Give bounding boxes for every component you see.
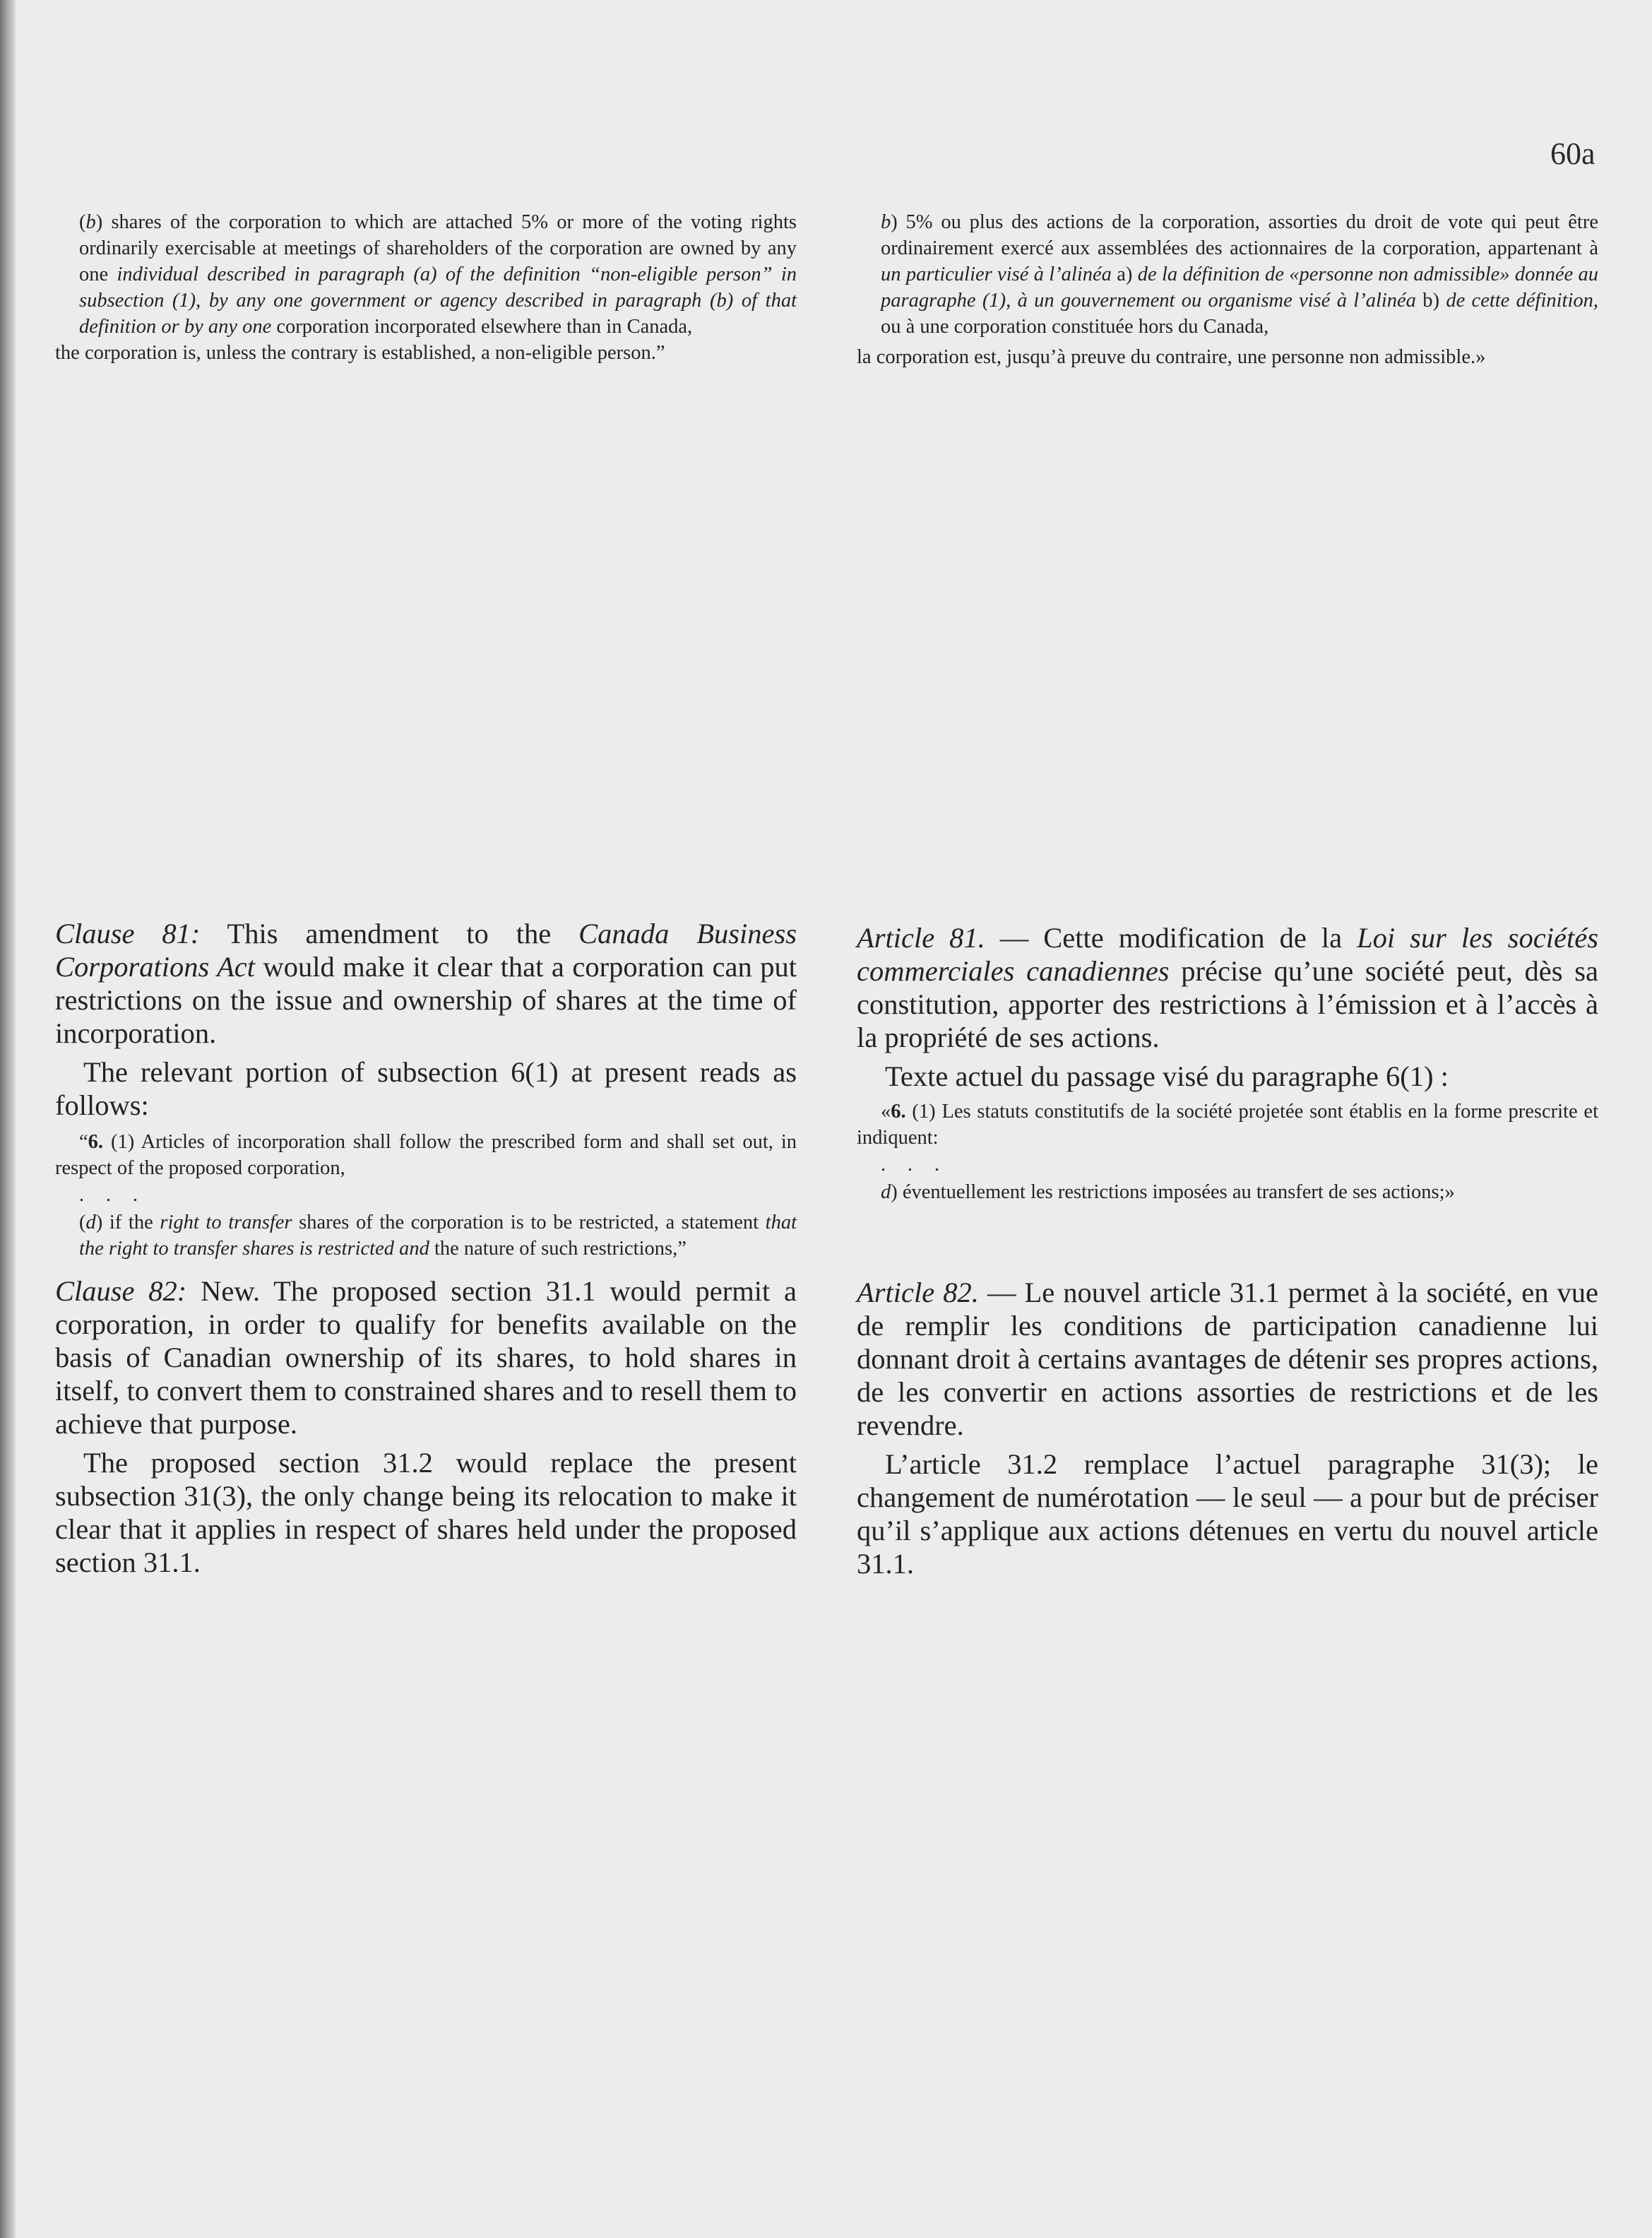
paragraph-d-french: d) éventuellement les restrictions imposées au transfert de ses actions;» bbox=[881, 1181, 1455, 1203]
relevant-portion-intro: The relevant portion of subsection 6(1) at present reads as follows: bbox=[55, 1056, 797, 1121]
paragraph-b-french: b) 5% ou plus des actions de la corporation, assorties du droit de vote qui peut être ordinairement exercé aux assemblées des actionnaires de la corporation, appartenant à un particulier visé à l’alinéa a) de la définition de «personne non admissible» donnée au paragraphe (1), à un gouvernement ou organisme visé à l’alinéa b) de cette définition, ou à une corporation constituée hors du Canada, bbox=[881, 211, 1599, 338]
clause-82: Clause 82: New. The proposed section 31.1 would permit a corporation, in order to qualify for benefits available on the basis of Canadian ownership of its shares, to hold shares in itself, to convert them to constrained shares and to resell them to achieve that purpose. bbox=[55, 1275, 797, 1440]
article-31-2-french: L’article 31.2 remplace l’actuel paragraphe 31(3); le changement de numérotation — le seul — a pour but de préciser qu’il s’applique aux actions détenues en vertu du nouvel article 31.1. bbox=[857, 1448, 1598, 1580]
binding-shadow bbox=[0, 0, 16, 2238]
french-column bbox=[857, 209, 1598, 1580]
quote-section-6-english: “6. (1) Articles of incorporation shall follow the prescribed form and shall set out, in respect of the proposed corporation, bbox=[55, 1131, 797, 1179]
page-number: 60a bbox=[1550, 136, 1595, 171]
conclusion-english: the corporation is, unless the contrary is established, a non-eligible person.” bbox=[55, 342, 665, 364]
clause-81: Clause 81: This amendment to the Canada Business Corporations Act would make it clear that a corporation can put restrictions on the issue and ownership of shares at the time of incorporation. bbox=[55, 918, 797, 1049]
quote-section-6-french: «6. (1) Les statuts constitutifs de la société projetée sont établis en la forme prescrite et indiquent: bbox=[857, 1101, 1598, 1149]
ellipsis-english: . . . bbox=[79, 1184, 146, 1206]
spacer bbox=[857, 370, 1598, 921]
spacer bbox=[55, 366, 797, 917]
texte-actuel-intro: Texte actuel du passage visé du paragraphe 6(1) : bbox=[885, 1060, 1449, 1092]
section-31-2-english: The proposed section 31.2 would replace the present subsection 31(3), the only change being its relocation to make it clear that it applies in respect of shares held under the proposed section 31.1. bbox=[55, 1447, 797, 1578]
paragraph-b-english: (b) shares of the corporation to which are attached 5% or more of the voting rights ordinarily exercisable at meetings of shareholders of the corporation are owned by any one individual described in paragraph (a) of the definition “non-eligible person” in subsection (1), by any one government or agency described in paragraph (b) of that definition or by any one corporation incorporated elsewhere than in Canada, bbox=[79, 211, 797, 338]
ellipsis-french: . . . bbox=[881, 1154, 948, 1176]
paragraph-d-english: (d) if the right to transfer shares of the corporation is to be restricted, a statement that the right to transfer shares is restricted and the nature of such restrictions,” bbox=[79, 1212, 797, 1260]
article-82: Article 82. — Le nouvel article 31.1 permet à la société, en vue de remplir les conditions de participation canadienne lui donnant droit à certains avantages de détenir ses propres actions, de les convertir en actions assorties de restrictions et de les revendre. bbox=[857, 1277, 1598, 1441]
english-column bbox=[55, 209, 797, 1579]
conclusion-french: la corporation est, jusqu’à preuve du contraire, une personne non admissible.» bbox=[857, 346, 1486, 368]
article-81: Article 81. — Cette modification de la Loi sur les sociétés commerciales canadiennes précise qu’une société peut, dès sa constitution, apporter des restrictions à l’émission et à l’accès à la propriété de ses actions. bbox=[857, 922, 1598, 1053]
